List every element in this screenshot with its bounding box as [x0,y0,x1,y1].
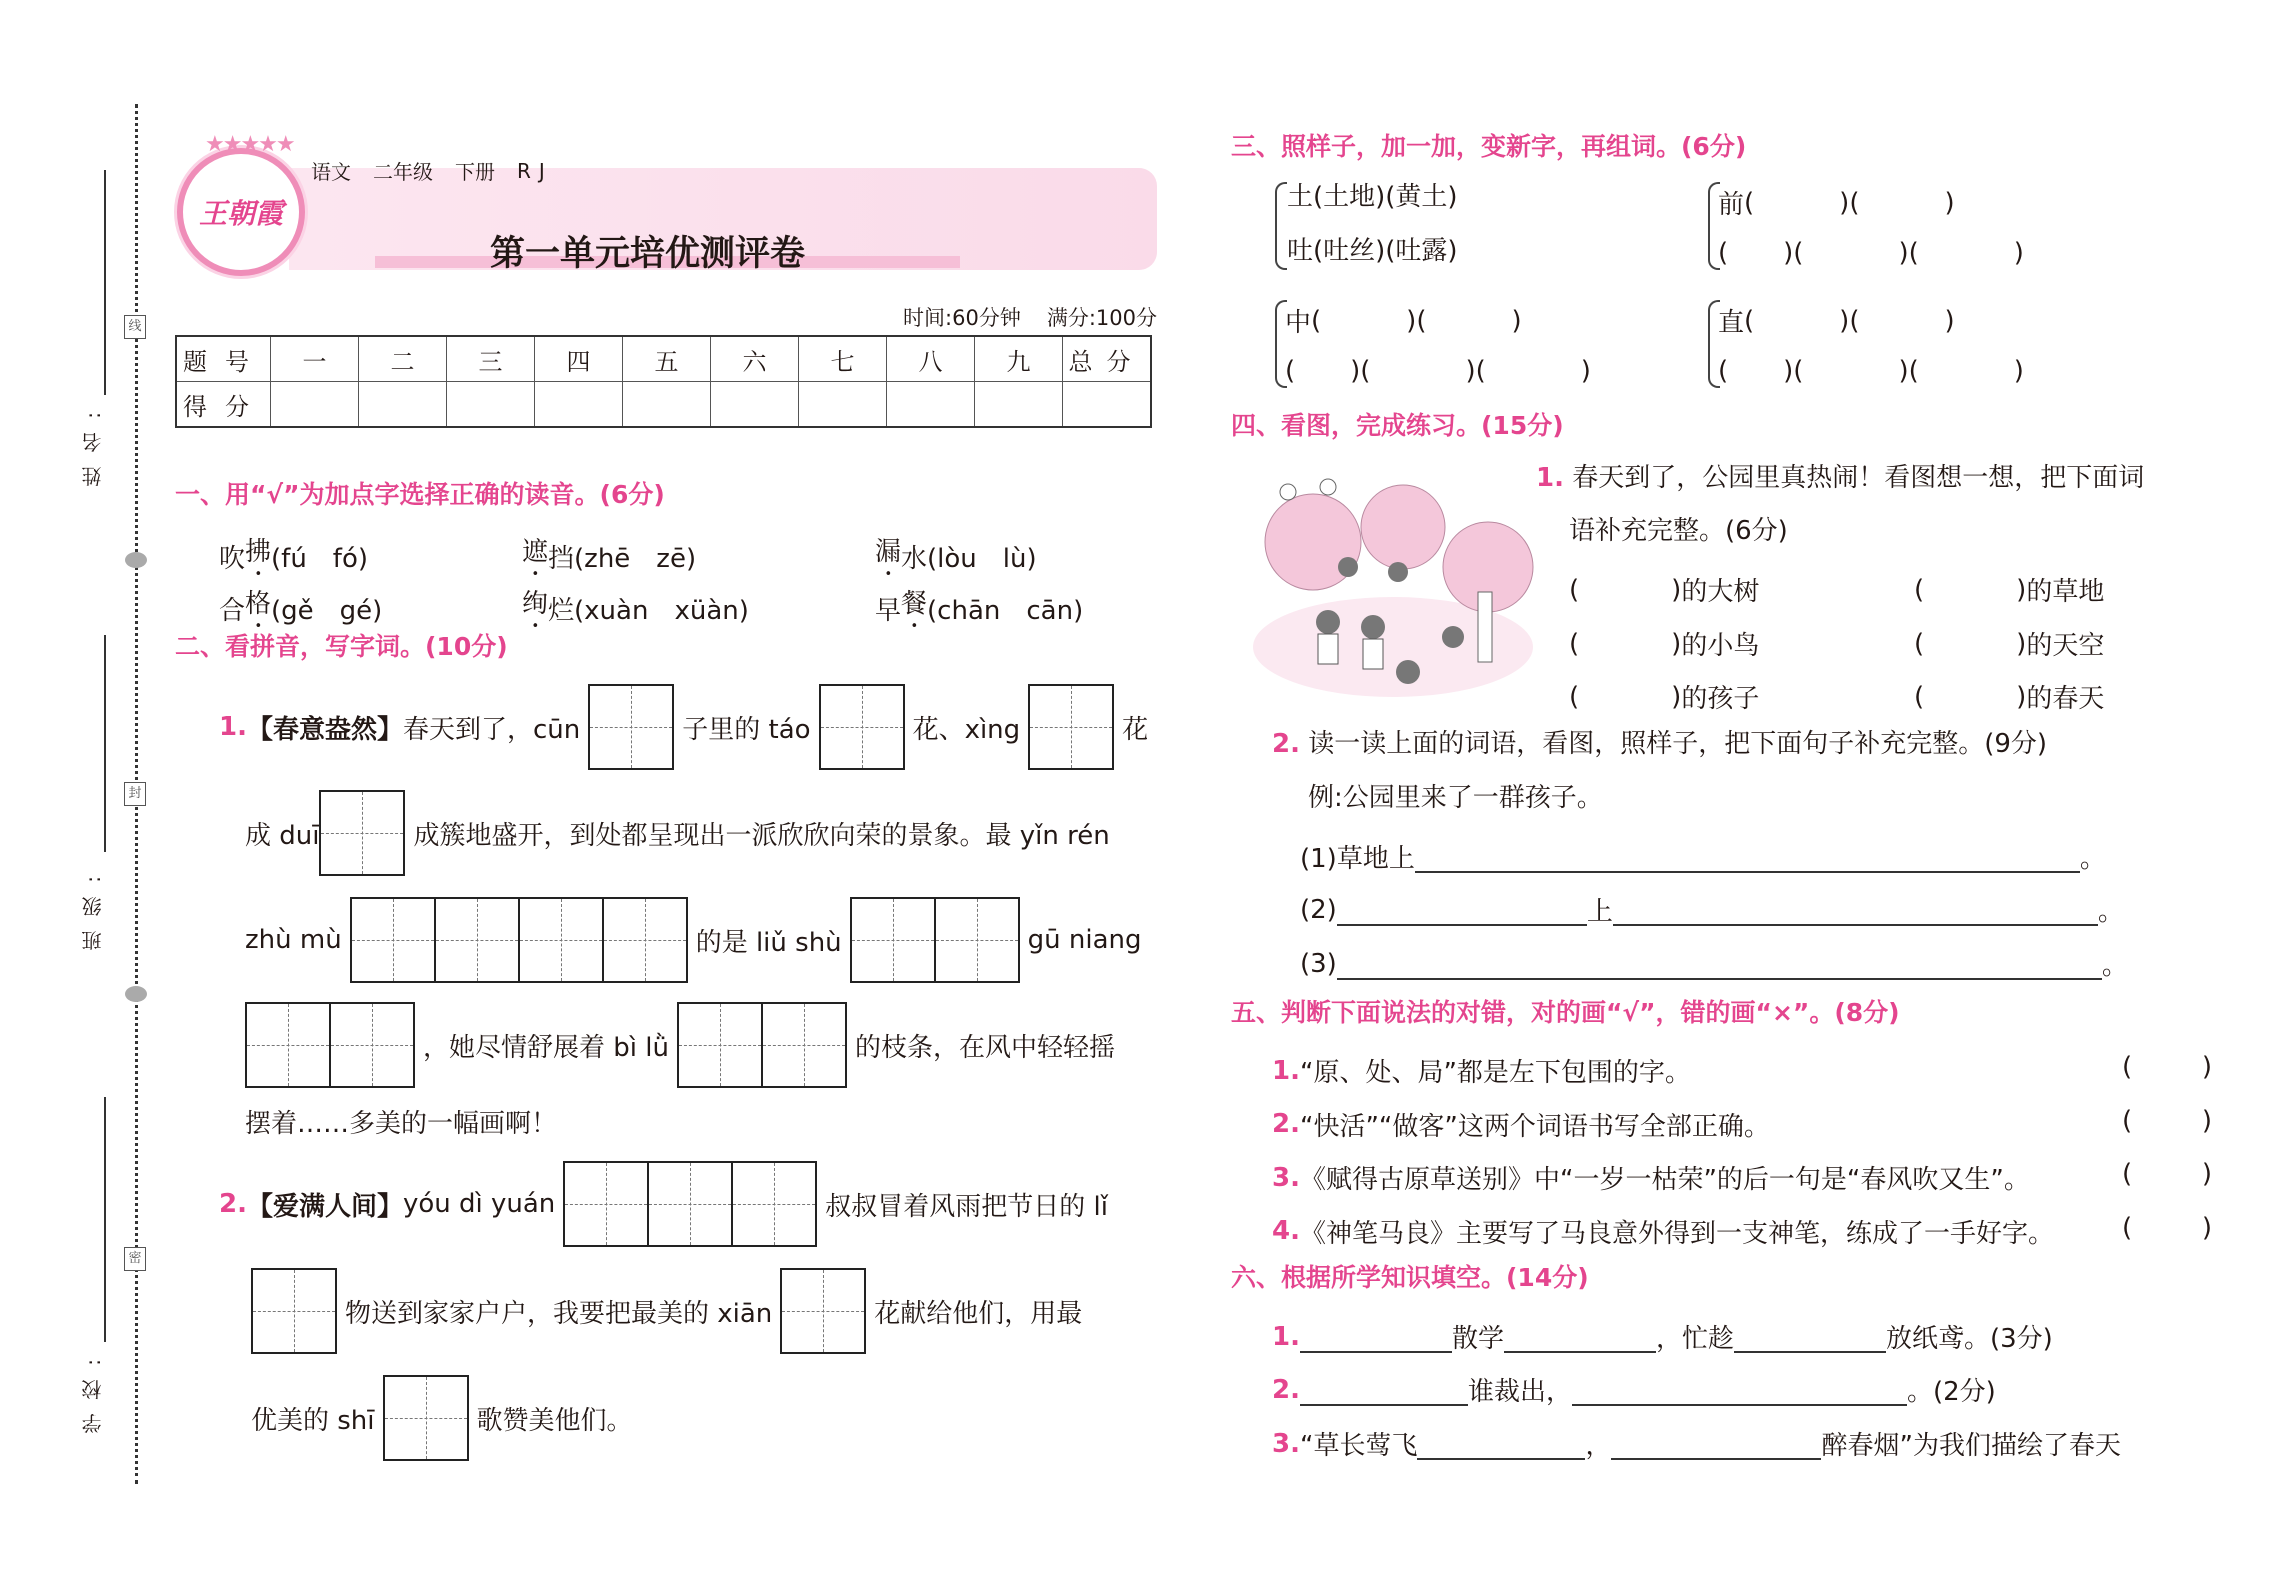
paren: ) [2016,681,2027,712]
seal-line-mark: 线 [124,315,146,339]
tianzige-cell[interactable] [436,899,520,981]
question-number: 1. [1536,463,1564,493]
q4-1-line2: 语补充完整。(6分) [1569,516,1788,546]
question-number: 2. [219,1189,247,1219]
text: “草长莺飞 [1299,1431,1418,1461]
sentence-3 [1300,945,2128,982]
char-group-top [1718,184,1955,221]
paren: )( [1783,356,1804,386]
answer-parens[interactable] [2122,1052,2212,1082]
text: 读一读上面的词语，看图，照样子，把下面句子补充完整。(9分) [1308,729,2048,759]
paren: ) [2013,238,2024,268]
exam-meta [903,302,1157,332]
sec3-heading: 三、照样子，加一加，变新字，再组词。(6分) [1231,132,1747,161]
paren: ( [2122,1105,2133,1136]
paren: ) [2016,574,2027,605]
statement: 《赋得古原草送别》中“一岁一枯荣”的后一句是“春风吹又生”。 [1299,1165,2030,1195]
star-crown-icon: ★★★★★ [205,132,294,157]
pinyin-item [522,531,696,582]
word-char: 挡 [548,544,575,574]
col-header: 三 [447,336,535,382]
tianzige-box[interactable] [588,684,674,770]
paren: )( [1898,238,1919,268]
phrase-fill [1569,678,1759,715]
fill-2 [1272,1371,1996,1408]
subject: 语文 [311,160,351,184]
tianzige-box[interactable] [1028,684,1114,770]
paren: ( [2122,1159,2133,1189]
text: 。 [2101,951,2128,981]
q2-2-line2 [243,1268,1082,1354]
question-tag: 【春意盎然】 [246,714,403,745]
q2-1-line4 [237,1002,1115,1088]
class-underline [104,635,106,852]
paren: )( [1839,187,1860,218]
sentence-1 [1300,838,2106,875]
answer-blank[interactable] [1504,1321,1656,1353]
judgement-item [1272,1159,2030,1196]
col-header: 总分 [1063,336,1152,382]
binding-hole-icon [125,552,147,568]
paren: ( [1718,238,1729,268]
paren: ( [1569,574,1580,605]
example-top: 土(土地)(黄土) [1287,182,1458,212]
paren: ( [1569,681,1580,712]
sec2-heading: 二、看拼音，写字词。(10分) [175,632,508,661]
statement: “快活”“做客”这两个词语书写全部正确。 [1299,1111,1770,1142]
answer-blank[interactable] [1300,1321,1452,1353]
text: 子里的 táo [682,714,811,745]
q2-1-line5: 摆着……多美的一幅画啊！ [245,1109,558,1139]
score-cell[interactable] [447,382,535,428]
text: 成簇地盛开，到处都呈现出一派欣欣向荣的景象。最 yǐn rén [413,820,1110,851]
full-score: 满分:100分 [1046,306,1157,330]
text: 的枝条，在风中轻轻摇 [854,1032,1115,1063]
answer-blank[interactable] [1611,1428,1821,1460]
paren: )( [1898,356,1919,386]
answer-blank[interactable] [1337,894,1587,926]
tianzige-box[interactable] [780,1268,866,1354]
col-header: 七 [799,336,887,382]
score-cell[interactable] [359,382,447,428]
text: (3) [1300,948,1337,979]
judgement-item [1272,1106,1770,1143]
paren: )( [1406,305,1427,336]
phrase-fill [1914,625,2104,662]
text: yóu dì yuán [402,1189,556,1219]
pinyin-item [219,583,382,634]
text: 上 [1586,897,1613,927]
score-cell[interactable] [623,382,711,428]
tianzige-cell[interactable] [852,899,936,981]
park-illustration [1253,472,1538,697]
dotted-char: 格 [245,589,272,619]
q2-1-line2 [245,790,1110,876]
char-group-top [1718,302,1955,339]
judgement-item [1272,1213,2054,1250]
question-tag: 【爱满人间】 [246,1191,403,1222]
answer-blank[interactable] [1734,1321,1886,1353]
text: 叔叔冒着风雨把节日的 lǐ [825,1191,1109,1222]
phrase-fill [1914,678,2104,715]
paren: ( [1744,187,1755,218]
pinyin-item [522,583,749,634]
pinyin-options[interactable]: (chān cān) [927,596,1084,626]
seal-seal-mark: 封 [124,782,146,806]
dotted-char: 漏 [875,537,902,567]
paren: ( [1744,305,1755,336]
statement: “原、处、局”都是左下包围的字。 [1299,1058,1691,1088]
score-cell[interactable] [535,382,623,428]
text: 。 [2079,844,2106,874]
sec1-heading: 一、用“√”为加点字选择正确的读音。(6分) [175,480,665,509]
paren: ) [2016,628,2027,659]
score-cell[interactable] [271,382,359,428]
tianzige-cell[interactable] [821,686,903,768]
phrase-fill [1569,571,1759,608]
text: 的是 liǔ shù [695,927,842,958]
base-char: 中 [1285,308,1312,338]
paren: ) [2013,356,2024,386]
answer-blank[interactable] [1300,1374,1468,1406]
pinyin-item [875,531,1037,582]
tianzige-cell[interactable] [321,792,403,874]
question-number: 3. [1272,1162,1300,1193]
phrase-text: 的小鸟 [1681,631,1760,661]
edition: RJ [517,158,553,183]
q4-2-prompt [1272,731,2047,757]
score-table-header-row [176,336,1151,382]
paren: ) [1671,574,1682,605]
char-group-top [1285,302,1522,339]
sentence-2 [1300,891,2124,928]
col-header: 四 [535,336,623,382]
pinyin-options[interactable]: (gě gé) [271,596,383,626]
text: 花、xìng [912,714,1021,745]
question-number: 2. [1272,1109,1300,1139]
paren: ( [1914,628,1925,659]
paren: ) [2201,1105,2212,1136]
binding-hole-icon [125,986,147,1002]
q4-2-example: 例:公园里来了一群孩子。 [1308,783,1603,813]
school-underline [104,1097,106,1342]
example-bottom: 吐(吐丝)(吐露) [1287,236,1458,266]
score-cell[interactable] [711,382,799,428]
tianzige-cell[interactable] [649,1163,733,1245]
q2-2-line3 [251,1375,633,1461]
time-limit: 时间:60分钟 [903,306,1021,330]
paren: ( [1311,305,1322,336]
score-cell[interactable] [975,382,1063,428]
text: 物送到家家户户，我要把最美的 xiān [345,1298,773,1329]
answer-blank[interactable] [1572,1374,1907,1406]
seal-secret-mark: 密 [124,1247,146,1271]
col-header: 九 [975,336,1063,382]
q2-1-line3 [245,897,1142,983]
volume: 下册 [455,160,495,184]
text: 。(2分) [1906,1377,1996,1407]
paren: ( [1914,574,1925,605]
question-number: 2. [1272,1374,1300,1405]
base-char: 前 [1718,190,1745,220]
paren: ) [2201,1212,2212,1243]
tianzige-cell[interactable] [385,1377,467,1459]
statement: 《神笔马良》主要写了马良意外得到一支神笔，练成了一手好字。 [1299,1218,2054,1249]
word-char: 吹 [219,544,246,574]
paren: ( [1569,628,1580,659]
answer-parens[interactable] [2122,1159,2212,1189]
page-title: 第一单元培优测评卷 [490,234,806,274]
tianzige-box[interactable] [819,684,905,770]
logo-text: 王朝霞 [198,197,283,230]
phrase-text: 的春天 [2026,684,2105,714]
tianzige-box[interactable] [319,790,405,876]
answer-blank[interactable] [1415,841,2080,873]
text: ，忙趁 [1655,1324,1734,1354]
text: 歌赞美他们。 [476,1405,633,1436]
fill-1 [1272,1318,2053,1355]
col-header: 二 [359,336,447,382]
text: 。 [2097,897,2124,927]
paren: ) [2201,1159,2212,1189]
text: 醉春烟”为我们描绘了春天 [1821,1431,2121,1461]
word-char: 早 [875,596,902,626]
tianzige-cell[interactable] [936,899,1018,981]
word-char: 水 [901,544,928,574]
word-char: 烂 [548,596,575,626]
tianzige-cell[interactable] [1030,686,1112,768]
paren: ) [2201,1052,2212,1082]
sec4-heading: 四、看图，完成练习。(15分) [1231,411,1564,440]
grade: 二年级 [373,160,433,184]
paren: ) [1944,187,1955,218]
paren: )( [1783,238,1804,268]
char-group-bottom [1285,356,1591,386]
answer-parens[interactable] [2122,1213,2212,1243]
text: gū niang [1027,925,1142,955]
col-header: 六 [711,336,799,382]
text: 优美的 shī [251,1405,375,1436]
tianzige-box[interactable] [350,897,688,983]
pinyin-item [875,583,1083,634]
tianzige-cell[interactable] [763,1004,845,1086]
tianzige-box[interactable] [383,1375,469,1461]
pinyin-options[interactable]: (xuàn xüàn) [574,596,749,626]
score-table [175,335,1152,428]
score-label: 得分 [176,382,271,428]
base-char: 直 [1718,308,1745,338]
paren: )( [1350,356,1371,386]
question-number: 1. [1272,1055,1300,1086]
tianzige-cell[interactable] [565,1163,649,1245]
paren: ( [1285,356,1296,386]
col-header: 八 [887,336,975,382]
name-underline [104,170,106,395]
judgement-item [1272,1052,1691,1089]
q4-1-line1 [1536,465,2144,491]
logo [177,148,305,276]
sec6-heading: 六、根据所学知识填空。(14分) [1231,1263,1589,1292]
dotted-char: 遮 [522,537,549,567]
text: 春天到了，cūn [402,714,581,745]
text: 花献给他们，用最 [874,1298,1083,1329]
paren: )( [1465,356,1486,386]
sec5-heading: 五、判断下面说法的对错，对的画“√”，错的画“×”。(8分) [1231,998,1900,1027]
col-header: 一 [271,336,359,382]
answer-blank[interactable] [1337,948,2102,980]
phrase-text: 的孩子 [1681,684,1760,714]
answer-blank[interactable] [1417,1428,1585,1460]
score-cell[interactable] [1063,382,1152,428]
question-number: 2. [1272,729,1300,759]
tianzige-cell[interactable] [604,899,686,981]
pinyin-item [219,531,368,582]
fill-3 [1272,1425,2121,1462]
char-group-bottom [1718,238,2024,268]
paren: ( [2122,1052,2133,1082]
brace-icon [1275,182,1287,270]
tianzige-cell[interactable] [247,1004,331,1086]
book-info [311,156,553,185]
pinyin-options[interactable]: (zhē zē) [574,544,697,574]
tianzige-cell[interactable] [352,899,436,981]
question-number: 3. [1272,1428,1300,1459]
text: (1)草地上 [1300,844,1415,874]
score-cell[interactable] [887,382,975,428]
question-number: 1. [219,712,247,742]
text: 散学 [1451,1324,1504,1354]
paren: ) [1671,681,1682,712]
school-label: 学校: [81,1345,105,1434]
tianzige-cell[interactable] [253,1270,335,1352]
paren: ( [1718,356,1729,386]
question-number: 4. [1272,1216,1300,1246]
tianzige-cell[interactable] [590,686,672,768]
phrase-text: 的大树 [1681,577,1760,607]
paren: )( [1839,305,1860,336]
text: 春天到了，公园里真热闹！看图想一想，把下面词 [1572,463,2145,493]
phrase-text: 的天空 [2026,631,2105,661]
text: ，她尽情舒展着 bì lǜ [423,1032,669,1063]
text: ， [1585,1431,1612,1461]
tianzige-cell[interactable] [331,1004,413,1086]
text: 成 duī [245,820,320,851]
tianzige-box[interactable] [563,1161,817,1247]
phrase-fill [1569,625,1759,662]
class-label: 班级: [81,862,105,951]
text: 放纸鸢。(3分) [1886,1324,2053,1354]
dotted-char: 绚 [522,589,549,619]
char-group-bottom [1718,356,2024,386]
question-number: 1. [1272,1321,1300,1352]
paren: ) [1511,305,1522,336]
tianzige-cell[interactable] [679,1004,763,1086]
tianzige-cell[interactable] [733,1163,815,1245]
paren: ) [1671,628,1682,659]
answer-blank[interactable] [1613,894,2098,926]
paren: ( [2122,1212,2133,1243]
tianzige-box[interactable] [245,1002,415,1088]
text: 花 [1122,714,1149,745]
score-cell[interactable] [799,382,887,428]
tianzige-cell[interactable] [782,1270,864,1352]
answer-parens[interactable] [2122,1106,2212,1136]
score-table-score-row [176,382,1151,428]
pinyin-options[interactable]: (lòu lù) [927,544,1037,574]
paren: ) [1944,305,1955,336]
text: zhù mù [245,925,342,955]
header-label: 题号 [176,336,271,382]
col-header: 五 [623,336,711,382]
tianzige-box[interactable] [677,1002,847,1088]
word-char: 合 [219,596,246,626]
phrase-fill [1914,571,2104,608]
tianzige-box[interactable] [850,897,1020,983]
dotted-char: 餐 [901,589,928,619]
name-label: 姓名: [81,398,105,487]
text: (2) [1300,894,1337,925]
phrase-text: 的草地 [2026,577,2105,607]
pinyin-options[interactable]: (fú fó) [271,544,369,574]
paren: ( [1914,681,1925,712]
q2-1-line1 [219,684,1148,770]
tianzige-cell[interactable] [520,899,604,981]
q2-2-line1 [219,1161,1108,1247]
text: 谁裁出， [1467,1377,1572,1407]
paren: ) [1580,356,1591,386]
dotted-char: 拂 [245,537,272,567]
tianzige-box[interactable] [251,1268,337,1354]
